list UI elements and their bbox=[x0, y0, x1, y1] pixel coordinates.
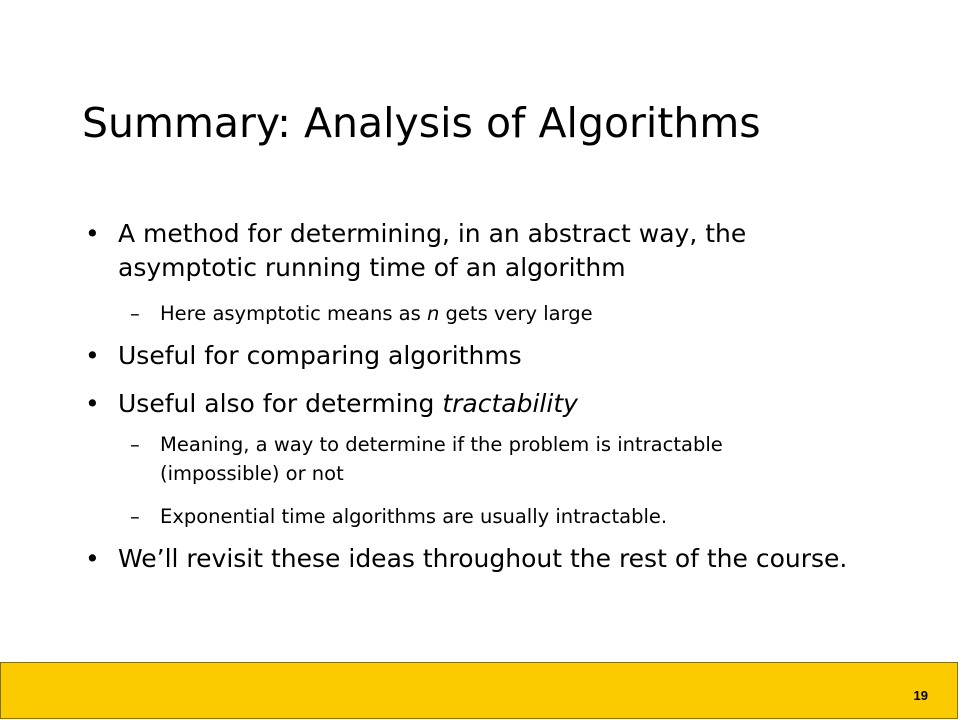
sub-bullet-meaning bbox=[130, 430, 800, 488]
bullet-item-revisit bbox=[85, 542, 878, 576]
bullet-item-method bbox=[85, 217, 878, 285]
bullet-marker: • bbox=[85, 389, 100, 418]
sub-bullet-text-pre: Here asymptotic means as bbox=[160, 302, 427, 325]
slide-title: Summary: Analysis of Algorithms bbox=[82, 99, 761, 147]
dash-marker: – bbox=[130, 505, 140, 528]
sub-bullet-asymptotic bbox=[130, 299, 800, 328]
bullet-marker: • bbox=[85, 341, 100, 370]
bullet-item-comparing bbox=[85, 339, 878, 373]
sub-bullet-text-post: gets very large bbox=[439, 302, 593, 325]
dash-marker: – bbox=[130, 302, 140, 325]
bullet-marker: • bbox=[85, 219, 100, 248]
bullet-text: A method for determining, in an abstract way, the asymptotic running time of an algorithm bbox=[118, 219, 747, 282]
sub-bullet-text: Exponential time algorithms are usually intractable. bbox=[160, 505, 668, 528]
bullet-text: We’ll revisit these ideas throughout the rest of the course. bbox=[118, 544, 848, 573]
sub-bullet-exponential bbox=[130, 502, 800, 531]
sub-bullet-text: Meaning, a way to determine if the problem is intractable (impossible) or not bbox=[160, 433, 723, 485]
bullet-text: Useful for comparing algorithms bbox=[118, 341, 522, 370]
bullet-text-pre: Useful also for determing bbox=[118, 389, 443, 418]
page-number: 19 bbox=[913, 688, 928, 703]
bullet-marker: • bbox=[85, 544, 100, 573]
footer-bar bbox=[0, 662, 958, 719]
bullet-item-tractability bbox=[85, 387, 878, 421]
term-tractability: tractability bbox=[442, 389, 578, 418]
variable-n: n bbox=[427, 302, 440, 325]
dash-marker: – bbox=[130, 433, 140, 456]
